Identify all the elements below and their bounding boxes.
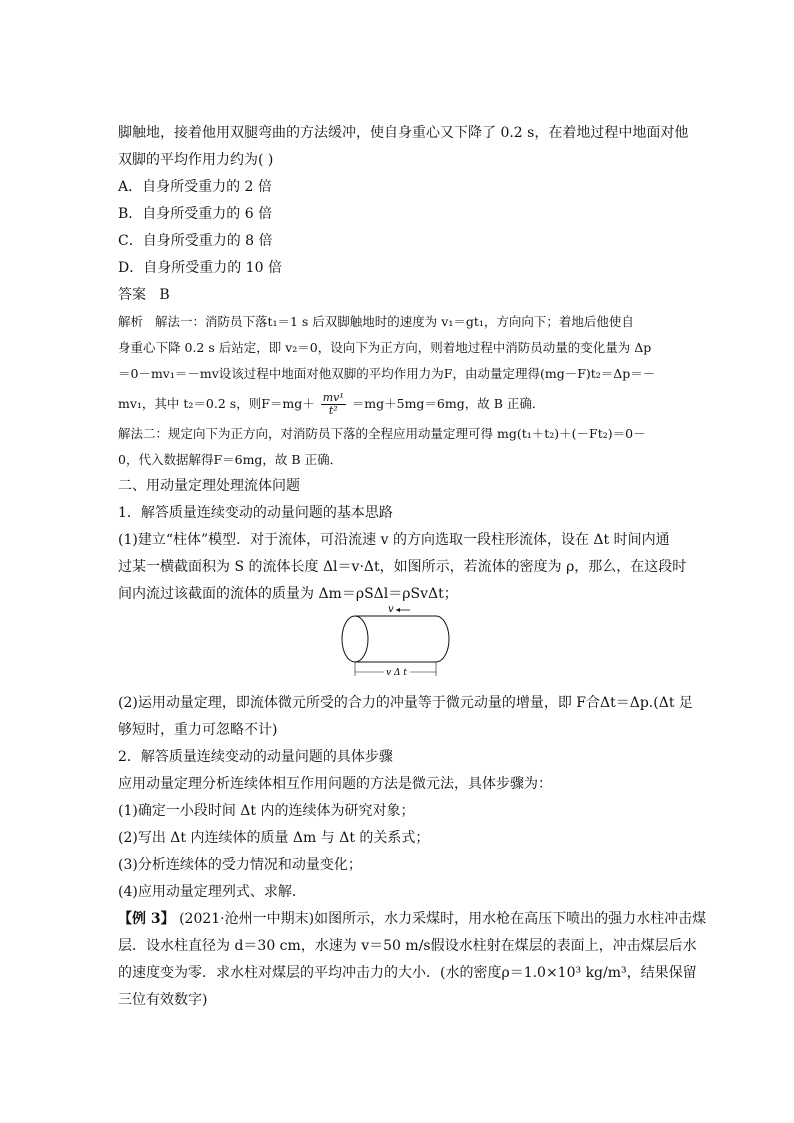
analysis-m1-line-2: 身重心下降 0.2 s 后站定，即 v₂＝0，设向下为正方向，则着地过程中消防员动量的变化量为 Δp [118,340,652,355]
section-title: 二、用动量定理处理流体问题 [118,478,300,494]
answer-value: B [159,287,170,303]
step-1: (1)确定一小段时间 Δt 内的连续体为研究对象； [118,803,415,819]
example-line-1 [118,906,707,933]
question-line-2: 双脚的平均作用力约为( ) [118,152,274,168]
analysis-label: 解析 [118,314,144,329]
analysis-m1-line-4 [118,387,678,421]
para1-line-3: 间内流过该截面的流体的质量为 Δm＝ρSΔl＝ρSvΔt； [118,586,458,602]
fluid-cylinder-diagram [338,602,458,682]
cylinder-left-face [342,616,368,662]
analysis-m1-line-1 [118,309,678,335]
analysis-m1-line-3: ＝0－mv₁＝－mv设该过程中地面对他双脚的平均作用力为F，由动量定理得(mg－F)t₂＝Δp＝－ [118,366,656,381]
fraction-numerator: mv¹ [322,391,344,404]
step-3: (3)分析连续体的受力情况和动量变化； [118,857,362,873]
answer-row [118,282,678,309]
option-a: A．自身所受重力的 2 倍 [118,179,272,195]
step-4: (4)应用动量定理列式、求解． [118,884,306,900]
length-label: v Δ t [386,668,407,678]
option-d: D．自身所受重力的 10 倍 [118,260,282,276]
step-2: (2)写出 Δt 内连续体的质量 Δm 与 Δt 的关系式； [118,830,430,846]
para1-line-2: 过某一横截面积为 S 的流体长度 Δl＝v·Δt，如图所示，若流体的密度为 ρ，那么，在这段时 [118,559,687,575]
velocity-label: v [388,604,394,615]
para2-line-2: 够短时，重力可忽略不计) [118,722,278,738]
example-text-1: (2021·沧州一中期末)如图所示，水力采煤时，用水枪在高压下喷出的强力水柱冲击煤 [179,911,707,927]
analysis-m1-line-4a: mv₁，其中 t₂＝0.2 s，则F＝mg＋ [118,396,315,411]
para1-line-1: (1)建立“柱体”模型．对于流体，可沿流速 v 的方向选取一段柱形流体，设在 Δt 时间内通 [118,532,670,548]
example-line-2: 层．设水柱直径为 d＝30 cm，水速为 v＝50 m/s假设水柱射在煤层的表面上，冲击煤层后水 [118,938,697,954]
example-line-4: 三位有效数字) [118,992,208,1008]
answer-label: 答案 [118,287,146,303]
analysis-m2-line-1: 解法二：规定向下为正方向，对消防员下落的全程应用动量定理可得 mg(t₁＋t₂)＋(－Ft₂)＝0－ [118,426,646,441]
subsection-2-title: 2．解答质量连续变动的动量问题的具体步骤 [118,749,393,765]
document-page [118,120,707,1014]
example-tag: 【例 3】 [118,911,175,927]
option-b: B．自身所受重力的 6 倍 [118,206,273,222]
fraction [321,392,346,417]
velocity-arrow-head [396,608,400,612]
question-line-1: 脚触地，接着他用双腿弯曲的方法缓冲，使自身重心又下降了 0.2 s，在着地过程中地面对他 [118,125,689,141]
option-c: C．自身所受重力的 8 倍 [118,233,273,249]
subsection-1-title: 1．解答质量连续变动的动量问题的基本思路 [118,505,393,521]
example-line-3: 的速度变为零．求水柱对煤层的平均冲击力的大小．(水的密度ρ＝1.0×10³ kg/m³，结果保留 [118,965,697,981]
analysis-text: 解法一：消防员下落t₁＝1 s 后双脚触地时的速度为 v₁＝gt₁，方向向下；着地后他使自 [154,314,634,329]
fraction-denominator: t² [328,404,338,417]
analysis-m2-line-2: 0，代入数据解得F＝6mg，故 B 正确． [118,452,343,467]
analysis-m1-line-4b: ＝mg＋5mg＝6mg，故 B 正确． [351,396,545,411]
cylinder-right-face [436,616,449,662]
para2-line-1: (2)运用动量定理，即流体微元所受的合力的冲量等于微元动量的增量，即 F合Δt＝Δp.(Δt 足 [118,695,693,711]
steps-intro: 应用动量定理分析连续体相互作用问题的方法是微元法，具体步骤为： [118,776,552,792]
